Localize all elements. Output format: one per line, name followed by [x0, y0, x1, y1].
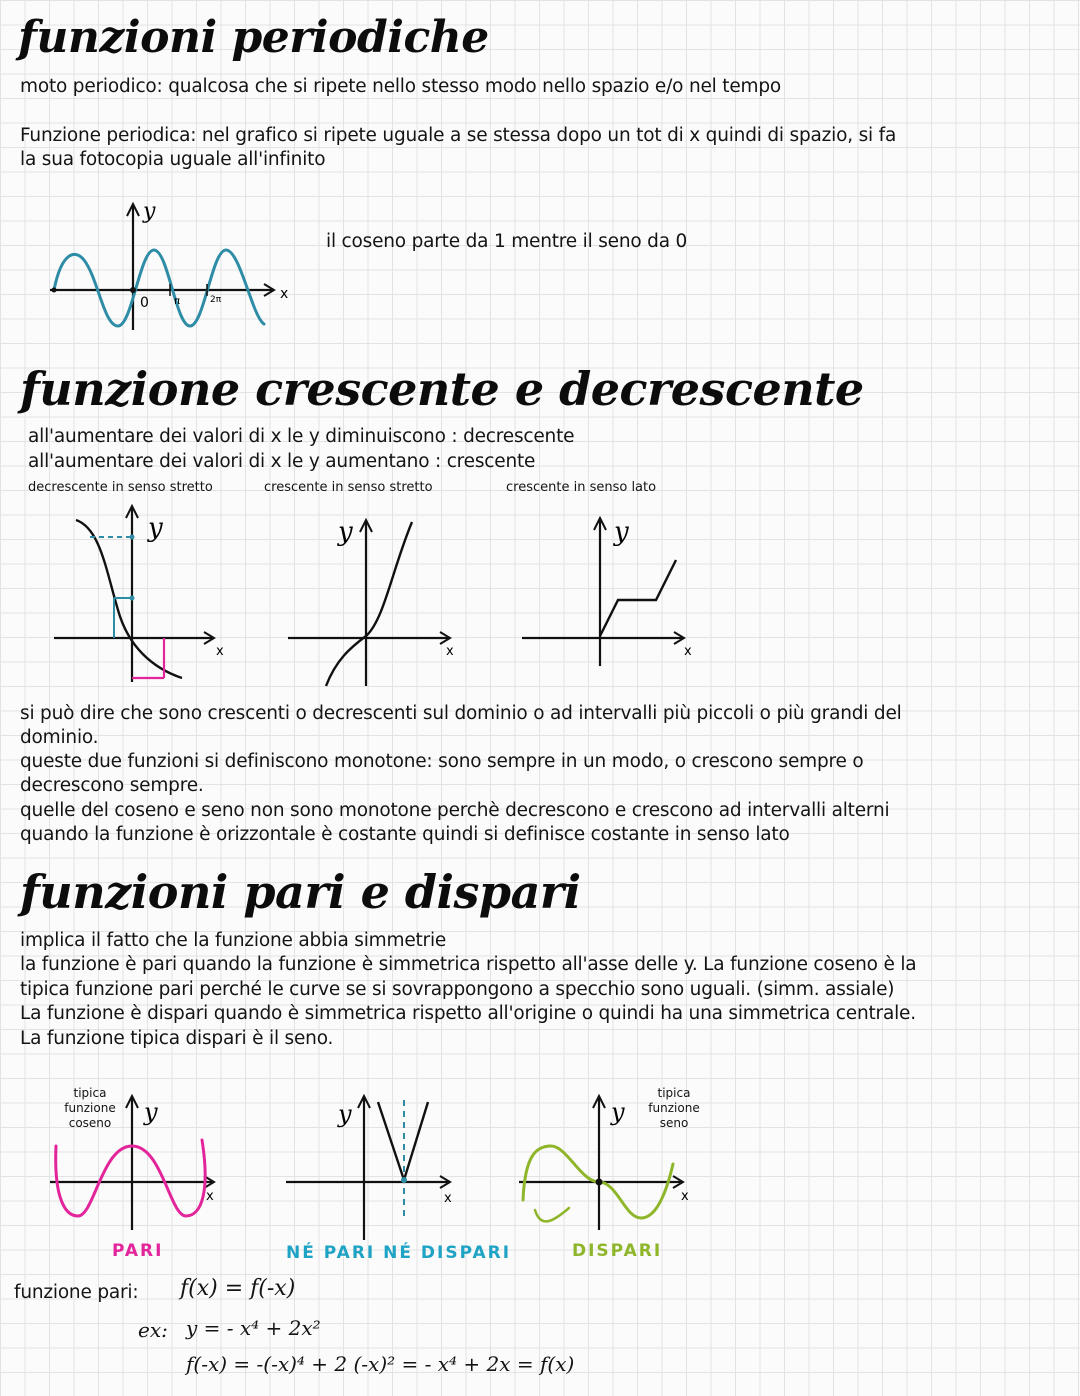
para-line-6: quando la funzione è orizzontale è costante quindi si definisce costante in senso lato: [20, 824, 790, 845]
example-label: ex:: [138, 1318, 168, 1342]
y-axis-label: y: [144, 1098, 158, 1126]
origin-dot: [130, 287, 136, 293]
definition-funzione-periodica-line2: la sua fotocopia uguale all'infinito: [20, 149, 326, 170]
para-line-1: si può dire che sono crescenti o decrescenti sul dominio o ad intervalli più piccoli o più grandi del: [20, 703, 902, 724]
section-title-periodiche: funzioni periodiche: [18, 12, 489, 63]
sin-note-line3: seno: [659, 1116, 689, 1130]
cos-note-line1: tipica: [73, 1086, 107, 1100]
para-line-3: queste due funzioni si definiscono monotone: sono sempre in un modo, o crescono sempre o: [20, 751, 864, 772]
caption-crescente-stretto: crescente in senso stretto: [264, 480, 433, 495]
section-title-crescente: funzione crescente e decrescente: [20, 362, 864, 416]
increasing-strict-graph: [280, 500, 480, 690]
origin-dot-left: [52, 288, 57, 293]
step-curve: [600, 560, 676, 636]
x-axis-label: x: [684, 644, 692, 659]
caption-decrescente-stretto: decrescente in senso stretto: [28, 480, 213, 495]
y-axis-label: y: [611, 1098, 625, 1126]
definition-moto-periodico: moto periodico: qualcosa che si ripete nello stesso modo nello spazio e/o nel tempo: [20, 76, 781, 97]
sin-note-line2: funzione: [648, 1101, 700, 1115]
label-dispari: DISPARI: [572, 1241, 663, 1261]
x-axis-label: x: [216, 644, 224, 659]
x-axis-label: x: [280, 286, 289, 302]
decreasing-graph: [40, 500, 250, 690]
section-title-pari-dispari: funzioni pari e dispari: [20, 865, 581, 919]
para-line-4: decrescono sempre.: [20, 775, 204, 796]
periodic-graph: [40, 190, 340, 340]
y-axis-label: y: [148, 513, 163, 543]
definition-dispari-line2: La funzione tipica dispari è il seno.: [20, 1028, 334, 1049]
y-axis-label: y: [614, 517, 629, 547]
cosine-even-curve: [56, 1140, 205, 1216]
even-function-definition: f(x) = f(-x): [180, 1276, 296, 1301]
definition-crescente: all'aumentare dei valori di x le y aumentano : crescente: [28, 451, 536, 472]
projection-dot-2: [130, 596, 135, 601]
caption-crescente-lato: crescente in senso lato: [506, 480, 657, 495]
tick-label-2pi: 2π: [210, 295, 222, 305]
para-line-2: dominio.: [20, 727, 99, 748]
y-axis-label: y: [338, 517, 353, 547]
increasing-lato-graph: [518, 500, 718, 690]
sin-note: [636, 1086, 712, 1131]
neither-graph: [280, 1090, 480, 1240]
x-axis-label: x: [446, 644, 454, 659]
para-line-5: quelle del coseno e seno non sono monotone perchè decrescono e crescono ad intervalli alterni: [20, 800, 890, 821]
vertex-dot: [401, 1177, 407, 1183]
definition-dispari-line1: La funzione è dispari quando è simmetrica rispetto all'origine o quindi ha una simmetrica centrale.: [20, 1003, 916, 1024]
cos-note-line2: funzione: [64, 1101, 116, 1115]
example-equation: y = - x⁴ + 2x²: [186, 1316, 321, 1340]
even-function-label: funzione pari:: [14, 1282, 139, 1303]
cosine-curve: [54, 250, 264, 326]
y-axis-label: y: [143, 199, 156, 224]
tick-label-0: 0: [140, 295, 149, 311]
x-axis-label: x: [681, 1189, 689, 1204]
y-axis-label: y: [338, 1100, 352, 1128]
even-cosine-graph: [40, 1090, 250, 1240]
definition-pari-line1: la funzione è pari quando la funzione è simmetrica rispetto all'asse delle y. La funzione coseno è la: [20, 954, 917, 975]
x-axis-label: x: [206, 1189, 214, 1204]
label-ne-pari-ne-dispari: NÉ PARI NÉ DISPARI: [286, 1243, 512, 1263]
sine-tail: [535, 1208, 569, 1221]
definition-decrescente: all'aumentare dei valori di x le y diminuiscono : decrescente: [28, 426, 575, 447]
definition-funzione-periodica-line1: Funzione periodica: nel grafico si ripete uguale a se stessa dopo un tot di x quindi di spazio, si fa: [20, 125, 897, 146]
example-calculation: f(-x) = -(-x)⁴ + 2 (-x)² = - x⁴ + 2x = f(x): [186, 1352, 575, 1376]
definition-simmetrie: implica il fatto che la funzione abbia simmetrie: [20, 930, 447, 951]
x-axis-label: x: [444, 1191, 452, 1206]
cos-sin-note: il coseno parte da 1 mentre il seno da 0: [326, 231, 688, 252]
tick-label-pi: π: [174, 296, 181, 307]
cos-note-line3: coseno: [68, 1116, 112, 1130]
projection-dot: [130, 535, 135, 540]
origin-dot: [596, 1179, 603, 1186]
sin-note-line1: tipica: [657, 1086, 691, 1100]
label-pari: PARI: [112, 1241, 164, 1261]
definition-pari-line2: tipica funzione pari perché le curve se si sovrappongono a specchio sono uguali. (simm. assiale): [20, 979, 895, 1000]
